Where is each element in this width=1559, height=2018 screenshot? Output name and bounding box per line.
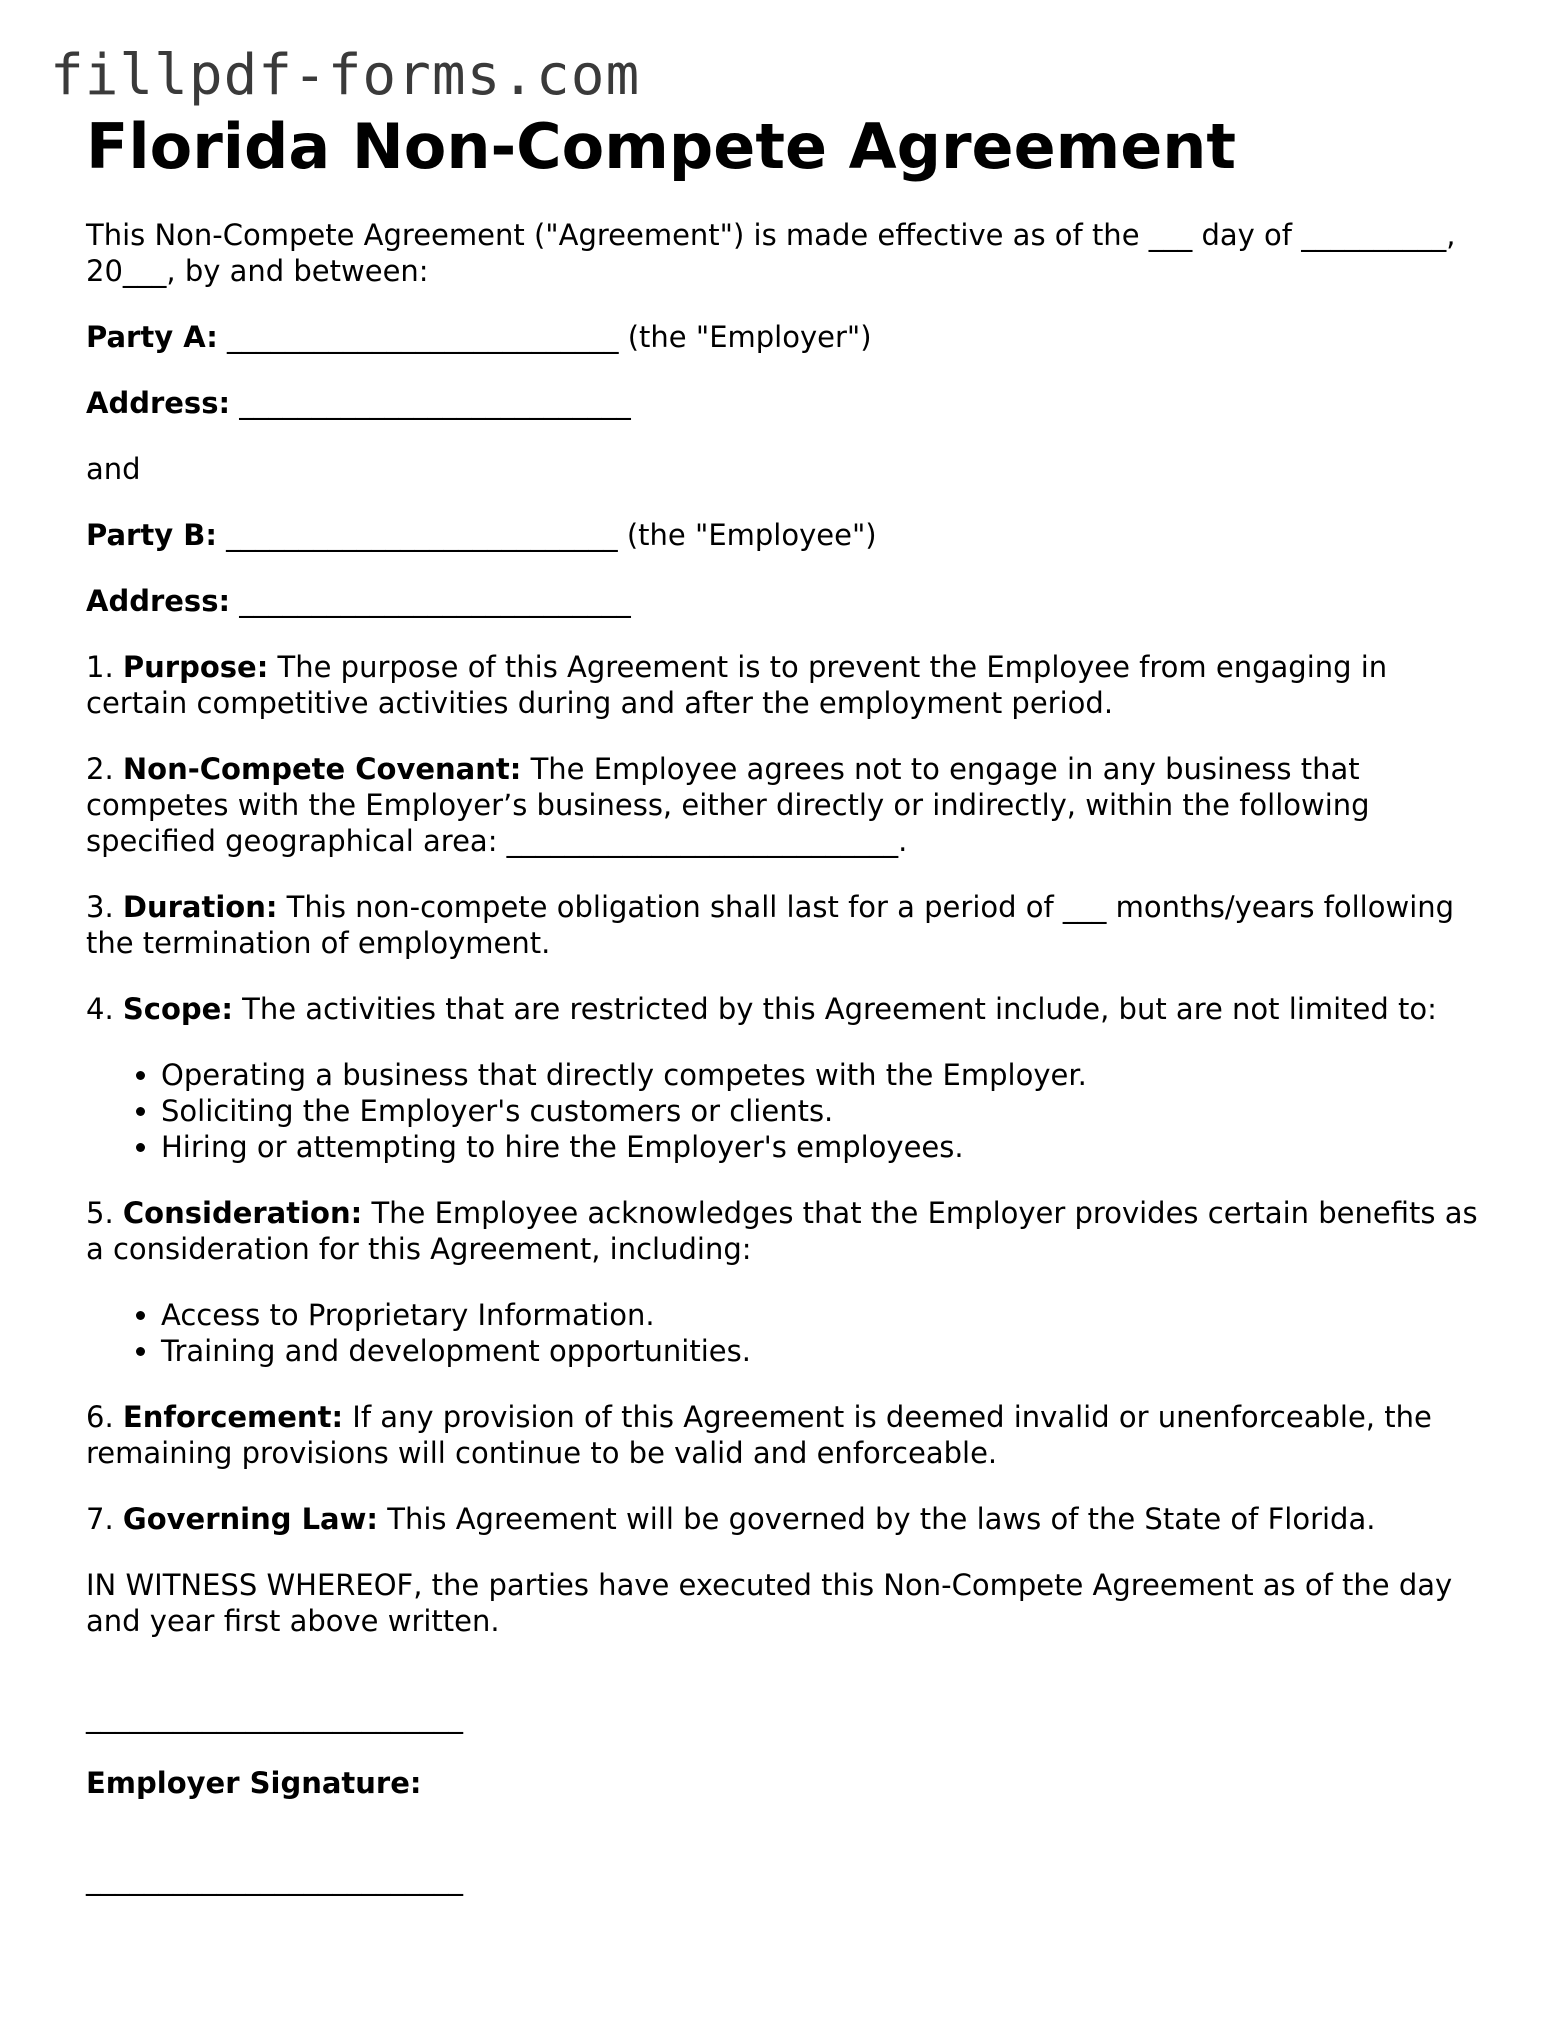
- section-number: 2.: [86, 752, 114, 787]
- scope-list: [86, 1057, 1486, 1165]
- section-purpose: [86, 649, 1486, 721]
- address-b-label: Address:: [86, 584, 231, 619]
- party-a-label: Party A:: [86, 320, 218, 355]
- section-heading: Purpose:: [122, 650, 269, 685]
- party-a-field[interactable]: ___________________________ (the "Employer"): [227, 320, 872, 355]
- employer-signature-label: Employer Signature:: [86, 1766, 422, 1801]
- section-text: If any provision of this Agreement is deemed invalid or unenforceable, the remaining provisions will continue to be valid and enforceable.: [86, 1400, 1432, 1471]
- address-b-field[interactable]: ___________________________: [239, 584, 631, 619]
- section-text: The Employee agrees not to engage in any business that competes with the Employer’s business, either directly or indirectly, within the following specified geographical area: ___________________________.: [86, 752, 1370, 859]
- list-item: • Hiring or attempting to hire the Employer's employees.: [161, 1129, 1486, 1165]
- signature-line-1[interactable]: __________________________: [86, 1700, 463, 1735]
- section-duration: [86, 889, 1486, 961]
- section-text: The purpose of this Agreement is to prevent the Employee from engaging in certain competitive activities during and after the employment period.: [86, 650, 1388, 721]
- section-number: 6.: [86, 1400, 114, 1435]
- section-text: This Agreement will be governed by the laws of the State of Florida.: [387, 1502, 1376, 1537]
- watermark: fillpdf-forms.com: [50, 43, 641, 108]
- address-a-field[interactable]: ___________________________: [239, 386, 631, 421]
- section-text: This non-compete obligation shall last for a period of ___ months/years following the termination of employment.: [86, 890, 1455, 961]
- section-number: 1.: [86, 650, 114, 685]
- consideration-list: [86, 1297, 1486, 1369]
- signature-line-2[interactable]: __________________________: [86, 1862, 463, 1897]
- section-text: The activities that are restricted by this Agreement include, but are not limited to:: [242, 992, 1437, 1027]
- section-governing-law: [86, 1501, 1486, 1537]
- list-item: • Soliciting the Employer's customers or clients.: [161, 1093, 1486, 1129]
- section-consideration: [86, 1195, 1486, 1267]
- address-a-label: Address:: [86, 386, 231, 421]
- section-scope: [86, 991, 1486, 1027]
- section-enforcement: [86, 1399, 1486, 1471]
- party-b-field[interactable]: ___________________________ (the "Employee"): [226, 518, 877, 553]
- section-heading: Consideration:: [122, 1196, 363, 1231]
- section-heading: Scope:: [122, 992, 233, 1027]
- witness-paragraph: IN WITNESS WHEREOF, the parties have executed this Non-Compete Agreement as of the day and year first above written.: [86, 1568, 1453, 1639]
- section-number: 4.: [86, 992, 114, 1027]
- section-non-compete: [86, 751, 1486, 859]
- address-a-line: [86, 385, 1486, 421]
- agreement-document: [86, 110, 1486, 1897]
- party-b-label: Party B:: [86, 518, 217, 553]
- list-item: • Operating a business that directly competes with the Employer.: [161, 1057, 1486, 1093]
- section-number: 7.: [86, 1502, 114, 1537]
- list-item: • Access to Proprietary Information.: [161, 1297, 1486, 1333]
- section-heading: Governing Law:: [122, 1502, 379, 1537]
- address-b-line: [86, 583, 1486, 619]
- page-title: Florida Non-Compete Agreement: [86, 110, 1237, 183]
- list-item: • Training and development opportunities.: [161, 1333, 1486, 1369]
- section-number: 3.: [86, 890, 114, 925]
- intro-paragraph: This Non-Compete Agreement ("Agreement") is made effective as of the ___ day of __________, 20___, by and between:: [86, 218, 1456, 289]
- section-text: The Employee acknowledges that the Employer provides certain benefits as a consideration for this Agreement, including:: [86, 1196, 1478, 1267]
- and-text: and: [86, 452, 141, 487]
- section-heading: Duration:: [122, 890, 278, 925]
- party-b-line: [86, 517, 1486, 553]
- party-a-line: [86, 319, 1486, 355]
- section-heading: Non-Compete Covenant:: [122, 752, 522, 787]
- section-number: 5.: [86, 1196, 114, 1231]
- section-heading: Enforcement:: [122, 1400, 344, 1435]
